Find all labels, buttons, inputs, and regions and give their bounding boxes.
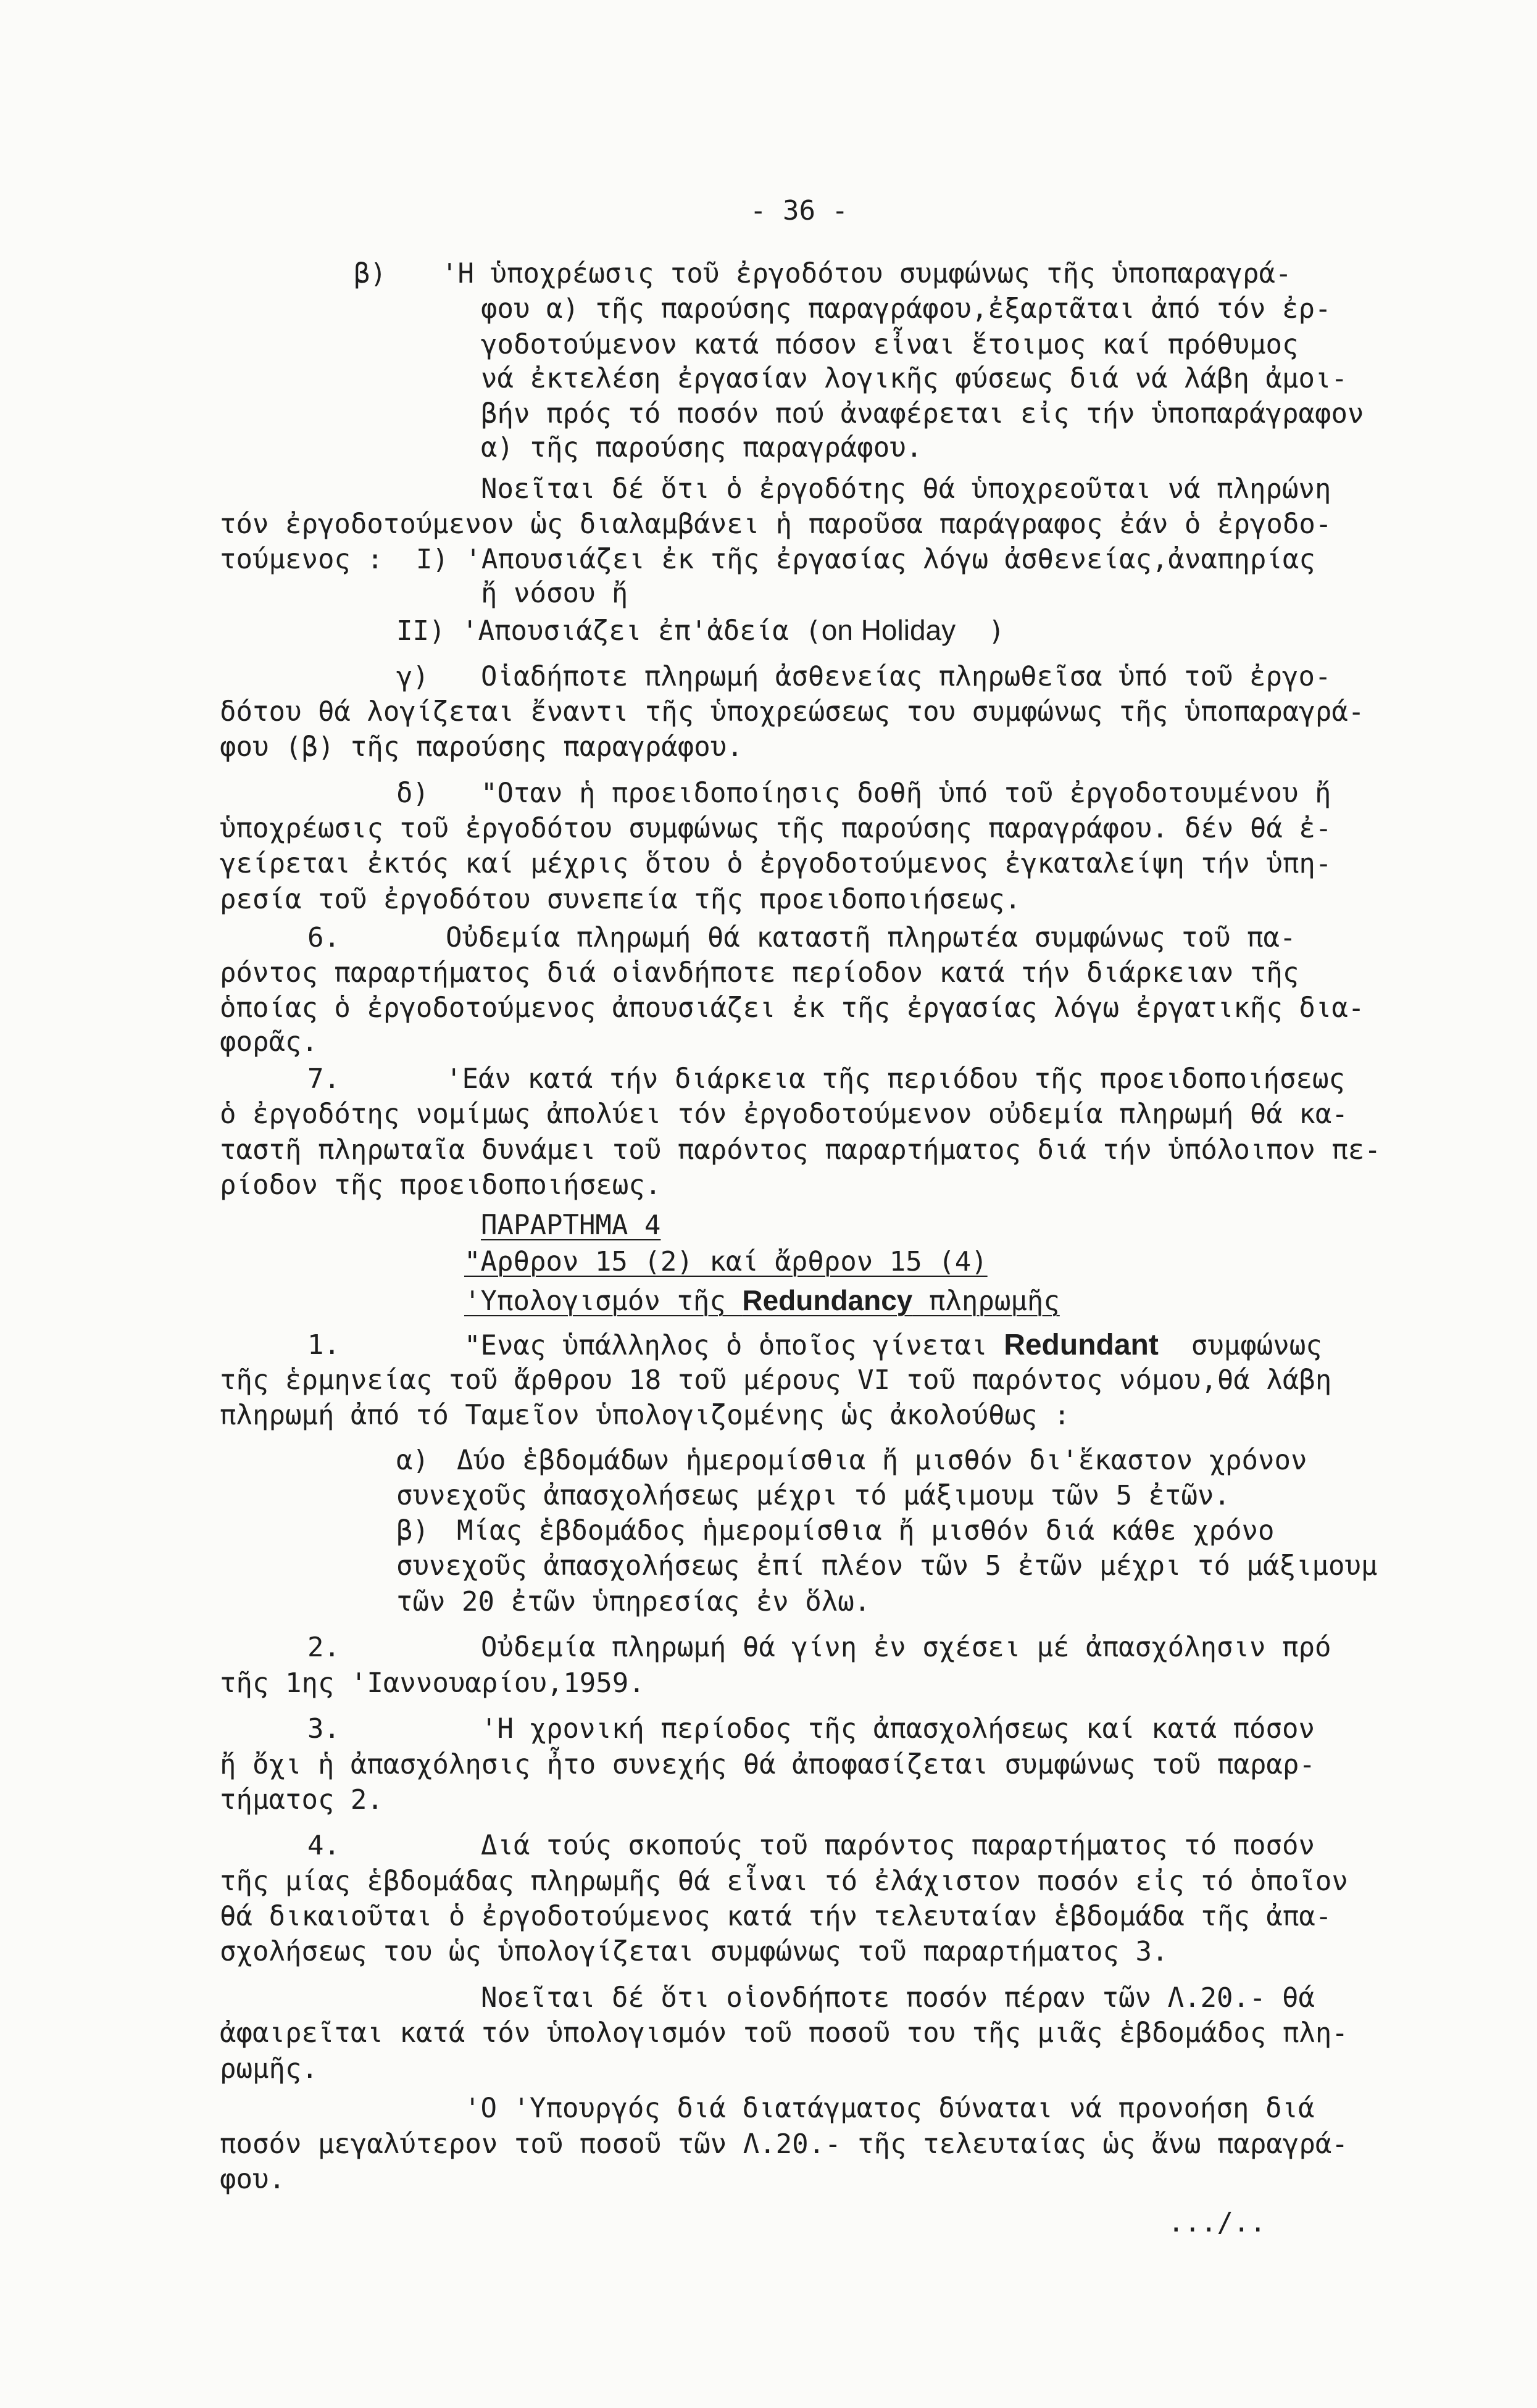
paragraph-6-line: Οὐδεμία πληρωμή θά καταστῆ πληρωτέα συμφώνως τοῦ πα-	[446, 922, 1296, 953]
item-b-line: Μίας ἑβδομάδος ἡμερομίσθια ἤ μισθόν διά κάθε χρόνο	[457, 1515, 1275, 1547]
schedule-paragraph-1-number: 1.	[307, 1329, 340, 1361]
paragraph-7-line: ρίοδον τῆς προειδοποιήσεως.	[220, 1169, 662, 1201]
schedule-subtitle	[464, 1283, 1060, 1319]
proviso-line: τόν ἐργοδοτούμενον ὡς διαλαμβάνει ἡ παροῦσα παράγραφος ἐάν ὁ ἐργοδο-	[220, 509, 1332, 540]
clause-beta-line: βήν πρός τό ποσόν πού ἀναφέρεται εἰς τήν ὑποπαράγραφον	[481, 398, 1364, 430]
paragraph-7-line: ταστῆ πληρωταῖα δυνάμει τοῦ παρόντος παραρτήματος διά τήν ὑπόλοιπον πε-	[220, 1134, 1381, 1166]
paragraph-7-line: ὁ ἐργοδότης νομίμως ἀπολύει τόν ἐργοδοτούμενον οὐδεμία πληρωμή θά κα-	[220, 1098, 1348, 1130]
schedule-paragraph-3-number: 3.	[307, 1713, 340, 1745]
paragraph-6-line: ὁποίας ὁ ἐργοδοτούμενος ἀπουσιάζει ἐκ τῆς ἐργασίας λόγω ἐργατικῆς δια-	[220, 992, 1365, 1024]
clause-gamma-line: Οἱαδήποτε πληρωμή ἀσθενείας πληρωθεῖσα ὑπό τοῦ ἐργο-	[481, 661, 1331, 692]
item-b-line: τῶν 20 ἐτῶν ὑπηρεσίας ἐν ὅλω.	[396, 1586, 871, 1617]
schedule-paragraph-1-line	[464, 1327, 1322, 1363]
clause-gamma-line: φου (β) τῆς παρούσης παραγράφου.	[220, 731, 743, 763]
clause-beta-line: γοδοτούμενον κατά πόσον εἶναι ἕτοιμος καί πρόθυμος	[481, 329, 1299, 360]
schedule-paragraph-2-number: 2.	[307, 1632, 340, 1663]
item-b-marker: β)	[396, 1515, 429, 1547]
proviso-item-ii-text: II) 'Απουσιάζει ἐπ'ἀδεία (	[396, 615, 822, 647]
paragraph-6-line: φορᾶς.	[220, 1026, 318, 1058]
paragraph-6-number: 6.	[307, 922, 340, 953]
foreign-term-on-holiday: on Holiday	[821, 614, 956, 646]
page-number: - 36 -	[750, 195, 848, 226]
clause-delta-line: "Οταν ἡ προειδοποίησις δοθῆ ὑπό τοῦ ἐργοδοτουμένου ἤ	[481, 778, 1331, 809]
clause-beta-line: φου α) τῆς παρούσης παραγράφου,ἐξαρτᾶται ἀπό τόν ἐρ-	[481, 293, 1331, 325]
schedule-paragraph-1-line: τῆς ἑρμηνείας τοῦ ἄρθρου 18 τοῦ μέρους VI τοῦ παρόντος νόμου,θά λάβη	[220, 1364, 1332, 1396]
schedule-paragraph-4-number: 4.	[307, 1830, 340, 1861]
minister-provision-line: φου.	[220, 2164, 285, 2195]
schedule-paragraph-1-text: "Ενας ὑπάλληλος ὁ ὁποῖος γίνεται	[464, 1330, 1004, 1361]
proviso-item-ii	[396, 613, 1005, 649]
schedule-paragraph-4-line: τῆς μίας ἑβδομάδας πληρωμῆς θά εἶναι τό ἐλάχιστον ποσόν εἰς τό ὁποῖον	[220, 1866, 1348, 1897]
schedule-paragraph-3-line: τήματος 2.	[220, 1784, 383, 1816]
schedule-paragraph-1-text: συμφώνως	[1158, 1330, 1322, 1361]
clause-gamma-marker: γ)	[396, 661, 429, 692]
paragraph-6-line: ρόντος παραρτήματος διά οἱανδήποτε περίοδον κατά τήν διάρκειαν τῆς	[220, 957, 1299, 989]
paragraph-7-line: 'Εάν κατά τήν διάρκεια τῆς περιόδου τῆς προειδοποιήσεως	[446, 1063, 1345, 1095]
schedule-proviso-line: ἀφαιρεῖται κατά τόν ὑπολογισμόν τοῦ ποσοῦ του τῆς μιᾶς ἑβδομάδος πλη-	[220, 2017, 1348, 2049]
proviso-line: Νοεῖται δέ ὅτι ὁ ἐργοδότης θά ὑποχρεοῦται νά πληρώνη	[481, 473, 1331, 505]
proviso-item-ii-close: )	[956, 615, 1005, 647]
item-a-line: συνεχοῦς ἀπασχολήσεως μέχρι τό μάξιμουμ τῶν 5 ἐτῶν.	[396, 1480, 1231, 1511]
minister-provision-line: 'Ο 'Υπουργός διά διατάγματος δύναται νά προνοήση διά	[464, 2093, 1315, 2124]
clause-delta-line: ὑποχρέωσις τοῦ ἐργοδότου συμφώνως τῆς παρούσης παραγράφου. δέν θά ἐ-	[220, 813, 1332, 844]
schedule-paragraph-2-line: Οὐδεμία πληρωμή θά γίνη ἐν σχέσει μέ ἀπασχόλησιν πρό	[481, 1632, 1331, 1663]
clause-gamma-line: δότου θά λογίζεται ἔναντι τῆς ὑποχρεώσεως του συμφώνως τῆς ὑποπαραγρά-	[220, 696, 1365, 728]
schedule-paragraph-4-line: θά δικαιοῦται ὁ ἐργοδοτούμενος κατά τήν τελευταίαν ἑβδομάδα τῆς ἀπα-	[220, 1901, 1332, 1932]
foreign-term-redundant: Redundant	[1004, 1329, 1159, 1361]
paragraph-7-number: 7.	[307, 1063, 340, 1095]
clause-delta-line: ρεσία τοῦ ἐργοδότου συνεπεία τῆς προειδοποιήσεως.	[220, 884, 1022, 915]
clause-beta-line: α) τῆς παρούσης παραγράφου.	[481, 432, 923, 463]
foreign-term-redundancy: Redundancy	[742, 1284, 913, 1316]
item-a-line: Δύο ἑβδομάδων ἡμερομίσθια ἤ μισθόν δι'ἕκαστον χρόνον	[457, 1445, 1307, 1476]
schedule-proviso-line: Νοεῖται δέ ὅτι οἱονδήποτε ποσόν πέραν τῶν Λ.20.- θά	[481, 1982, 1315, 2014]
schedule-paragraph-1-line: πληρωμή ἀπό τό Ταμεῖον ὑπολογιζομένης ὡς ἀκολούθως :	[220, 1400, 1070, 1431]
continuation-mark: .../..	[1168, 2207, 1266, 2238]
clause-delta-marker: δ)	[396, 778, 429, 809]
clause-beta-line: νά ἐκτελέση ἐργασίαν λογικῆς φύσεως διά νά λάβη ἀμοι-	[481, 363, 1347, 394]
item-a-marker: α)	[396, 1445, 429, 1476]
schedule-paragraph-4-line: σχολήσεως του ὡς ὑπολογίζεται συμφώνως τοῦ παραρτήματος 3.	[220, 1936, 1168, 1967]
schedule-paragraph-3-line: 'Η χρονική περίοδος τῆς ἀπασχολήσεως καί κατά πόσον	[481, 1713, 1315, 1745]
clause-beta-line: 'Η ὑποχρέωσις τοῦ ἐργοδότου συμφώνως τῆς ὑποπαραγρά-	[441, 258, 1292, 289]
schedule-title: ΠΑΡΑΡΤΗΜΑ 4	[481, 1210, 661, 1241]
minister-provision-line: ποσόν μεγαλύτερον τοῦ ποσοῦ τῶν Λ.20.- τῆς τελευταίας ὡς ἄνω παραγρά-	[220, 2128, 1348, 2160]
schedule-subtitle-text: 'Υπολογισμόν τῆς	[464, 1285, 743, 1317]
clause-delta-line: γείρεται ἐκτός καί μέχρις ὅτου ὁ ἐργοδοτούμενος ἐγκαταλείψη τήν ὑπη-	[220, 848, 1332, 879]
schedule-subtitle-text: πληρωμῆς	[912, 1285, 1060, 1317]
schedule-paragraph-4-line: Διά τούς σκοπούς τοῦ παρόντος παραρτήματος τό ποσόν	[481, 1830, 1315, 1861]
schedule-articles: "Αρθρον 15 (2) καί ἄρθρον 15 (4)	[464, 1246, 988, 1277]
proviso-line: τούμενος : I) 'Απουσιάζει ἐκ τῆς ἐργασίας λόγω ἀσθενείας,ἀναπηρίας	[220, 544, 1315, 575]
item-b-line: συνεχοῦς ἀπασχολήσεως ἐπί πλέον τῶν 5 ἐτῶν μέχρι τό μάξιμουμ	[396, 1550, 1378, 1582]
clause-beta-marker: β)	[354, 258, 386, 289]
proviso-line: ἤ νόσου ἤ	[481, 578, 628, 609]
schedule-proviso-line: ρωμῆς.	[220, 2053, 318, 2085]
schedule-paragraph-2-line: τῆς 1ης 'Ιαννουαρίου,1959.	[220, 1667, 645, 1699]
schedule-paragraph-3-line: ἤ ὄχι ἡ ἀπασχόλησις ἦτο συνεχής θά ἀποφασίζεται συμφώνως τοῦ παραρ-	[220, 1749, 1315, 1780]
